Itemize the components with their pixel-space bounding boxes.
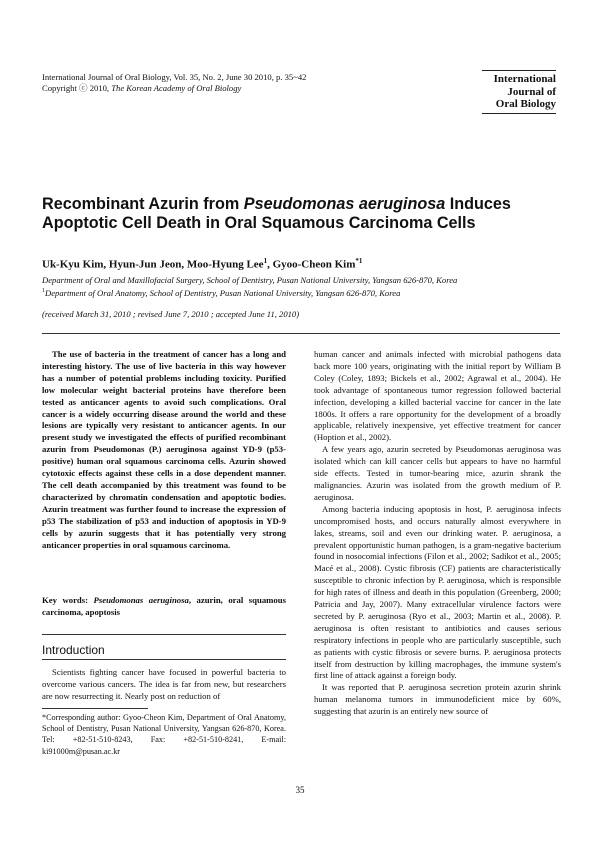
intro-bottom-rule	[42, 659, 286, 660]
right-paragraph-2: A few years ago, azurin secreted by Pseudomonas aeruginosa was isolated which can kill cancer cells but appears to have no harmful side effects. Tested in tumor-bearing mice, azurin shrank the malignancies. Azurin was isolated from the growth medium of P. aeruginosa.	[314, 444, 561, 502]
right-paragraph-4: It was reported that P. aeruginosa secretion protein azurin shrink human melanoma tumors in immunodeficient mice by 60%, suggesting that azurin is an entirely new source of	[314, 682, 561, 717]
affiliation-2	[42, 286, 562, 299]
page-number: 35	[295, 785, 305, 795]
author-sup-1: 1	[263, 257, 268, 265]
right-paragraph-3: Among bacteria inducing apoptosis in host, P. aeruginosa infects uncompromised hosts, and occurs naturally almost everywhere in lakes, streams, soil and even our drinking water. P. aeruginosa, a prevalent opportunistic human pathogen, is a gram-negative bacterium found in nosocomial infections (Filon et al., 2002; Sadikot et al., 2005; Macé et al., 2008). Cystic fibrosis (CF) patients are characteristically susceptible to chronic infection by P. aeruginosa, which is responsible for high rates of illness and death in this population (Greenberg, 2000; Patricia and Jay, 2007). Many extracellular virulence factors were secreted by P. aeruginosa (Ryo et al., 2003; Martin et al., 2008). P. aeruginosa is often resistant to antibiotics and causes serious respiratory infections in people who are particularly susceptible, such as patients with cystic fibrosis or severe burns. P. aeruginosa protects itself from destruction by killing macrophages, the immune system's first line of attack against a foreign body.	[314, 503, 561, 681]
journal-badge	[482, 70, 556, 114]
title-part-2: Induces Apoptotic Cell Death in Oral Squamous Carcinoma Cells	[42, 195, 511, 232]
journal-header	[42, 72, 306, 94]
badge-line-3: Oral Biology	[495, 98, 556, 110]
author-sup-2: *1	[355, 257, 363, 265]
author-list	[42, 257, 362, 271]
journal-citation: International Journal of Oral Biology, Vol. 35, No. 2, June 30 2010, p. 35~42	[42, 72, 307, 82]
copyright-prefix: Copyright ⓒ 2010,	[42, 83, 110, 93]
right-column-body	[314, 349, 561, 718]
affiliation-sup: 1	[42, 288, 45, 294]
copyright-line	[42, 83, 306, 94]
abstract	[42, 349, 286, 551]
introduction-body	[42, 667, 286, 703]
intro-top-rule	[42, 634, 286, 635]
affiliation-1: Department of Oral and Maxillofacial Surgery, School of Dentistry, Pusan National University, Yangsan 626-870, Korea	[42, 275, 458, 285]
section-heading-introduction: Introduction	[42, 643, 105, 657]
abstract-text: The use of bacteria in the treatment of cancer has a long and interesting history. The use of live bacteria in this way however has a number of potential problems including toxicity. Purified low molecular weight bacterial proteins have therefore been tested as anticancer agents to avoid such complications. Oral cancer is a widely occurring disease around the world and these lesions are typically very resistant to anticancer agents. In our present study we investigated the effects of purified recombinant azurin from Pseudomonas (P.) aeruginosa against YD-9 (p53-positive) human oral squamous carcinoma cells. Azurin showed cytotoxic effects against these cells in a dose dependent manner. The cell death accompanied by this treatment was found to be characterized by chromatin condensation and apoptotic bodies. Azurin treatment was further found to increase the expression of p53 The stabilization of p53 and induction of apoptosis in YD-9 cells by azurin suggests that it has potentially very strong anticancer properties in oral squamous carcinoma.	[42, 349, 286, 550]
title-part-1: Recombinant Azurin from	[42, 195, 244, 213]
keywords-label: Key words:	[42, 595, 94, 605]
affiliations	[42, 275, 562, 299]
title-italic: Pseudomonas aeruginosa	[243, 195, 446, 213]
badge-line-2: Journal of	[507, 85, 556, 98]
right-paragraph-1: human cancer and animals infected with microbial pathogens data back more 100 years, originating with the initial report by William B Coley (Coley, 1893; Bickels et al., 2002; Agrawal et al., 2004). He took advantage of spontaneous tumor regression followed bacterial infection, developing a killed bacterial vaccine for cancer in the late 1800s. It offers a rare opportunity for the development of a broadly applicable, relatively inexpensive, yet effective treatment for cancer (Hoption et al., 2002).	[314, 349, 561, 443]
author-names: Uk-Kyu Kim, Hyun-Jun Jeon, Moo-Hyung Lee	[42, 258, 264, 271]
corresponding-author-footnote: *Corresponding author: Gyoo-Cheon Kim, Department of Oral Anatomy, School of Dentistry, Pusan National University, Yangsan 626-870, Korea. Tel: +82-51-510-8243, Fax: +82-51-510-8241, E-mail: ki91000m@pusan.ac.kr	[42, 713, 286, 756]
footnote-rule	[42, 708, 148, 709]
intro-paragraph: Scientists fighting cancer have focused in powerful bacteria to overcome various cancers. The idea is far from new, but researchers are now resurrecting it. Nearly post on reduction of	[42, 667, 286, 701]
copyright-org: The Korean Academy of Oral Biology	[111, 83, 242, 93]
affiliation-2-text: Department of Oral Anatomy, School of Dentistry, Pusan National University, Yangsan 626-870, Korea	[45, 287, 401, 298]
author-last: , Gyoo-Cheon Kim	[267, 258, 356, 271]
keywords-italic: Pseudomonas aeruginosa	[93, 595, 189, 605]
paper-title	[42, 195, 562, 233]
received-dates: (received March 31, 2010 ; revised June 7, 2010 ; accepted June 11, 2010)	[42, 309, 300, 319]
keywords	[42, 595, 286, 619]
header-divider	[42, 333, 560, 334]
badge-line-1: International	[493, 73, 556, 85]
keywords-rest: , azurin, oral squamous carcinoma, apoptosis	[42, 595, 286, 617]
